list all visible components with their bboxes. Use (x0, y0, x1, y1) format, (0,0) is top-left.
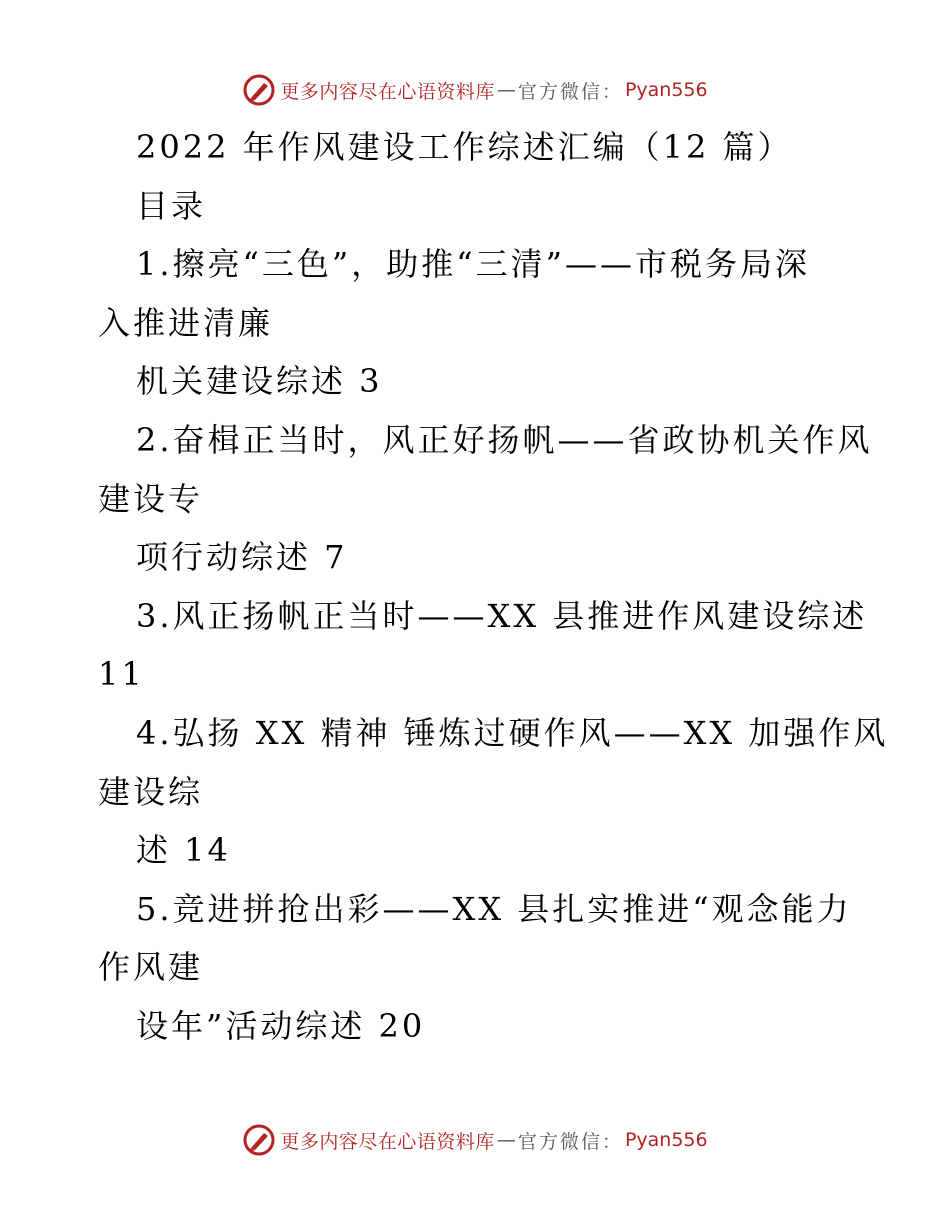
watermark-separator: — (496, 1129, 516, 1151)
toc-line: 建设专 (98, 479, 204, 518)
document-title: 2022 年作风建设工作综述汇编（12 篇） (136, 128, 793, 166)
pen-logo-icon (242, 73, 276, 107)
toc-line: 设年”活动综述 20 (136, 1006, 426, 1045)
watermark-wechat-id: Pyan556 (624, 79, 708, 101)
toc-line: 作风建 (98, 948, 204, 987)
watermark-wechat-id: Pyan556 (624, 1129, 708, 1151)
toc-line: 4.弘扬 XX 精神 锤炼过硬作风——XX 加强作风 (136, 713, 889, 752)
watermark-separator: — (496, 79, 516, 101)
document-body (98, 118, 889, 1056)
toc-line: 入推进清廉 (98, 303, 274, 342)
header-watermark (0, 70, 950, 110)
toc-line: 5.竞进拼抢出彩——XX 县扎实推进“观念能力 (136, 889, 852, 928)
toc-line: 机关建设综述 3 (136, 362, 383, 401)
watermark-label: 官方微信： (517, 1130, 623, 1153)
pen-logo-icon (242, 1123, 276, 1157)
toc-line: 建设综 (98, 772, 204, 811)
toc-line: 1.擦亮“三色”，助推“三清”——市税务局深 (136, 245, 810, 284)
toc-line: 2.奋楫正当时，风正好扬帆——省政协机关作风 (136, 420, 873, 459)
watermark-label: 官方微信： (517, 80, 623, 103)
toc-heading: 目录 (136, 186, 207, 225)
toc-line: 11 (98, 655, 145, 694)
toc-line: 3.风正扬帆正当时——XX 县推进作风建设综述 (136, 596, 868, 635)
watermark-site-text: 更多内容尽在心语资料库 (280, 80, 495, 103)
toc-line: 项行动综述 7 (136, 538, 348, 577)
footer-watermark (0, 1120, 950, 1160)
watermark-site-text: 更多内容尽在心语资料库 (280, 1130, 495, 1153)
toc-line: 述 14 (136, 831, 231, 870)
